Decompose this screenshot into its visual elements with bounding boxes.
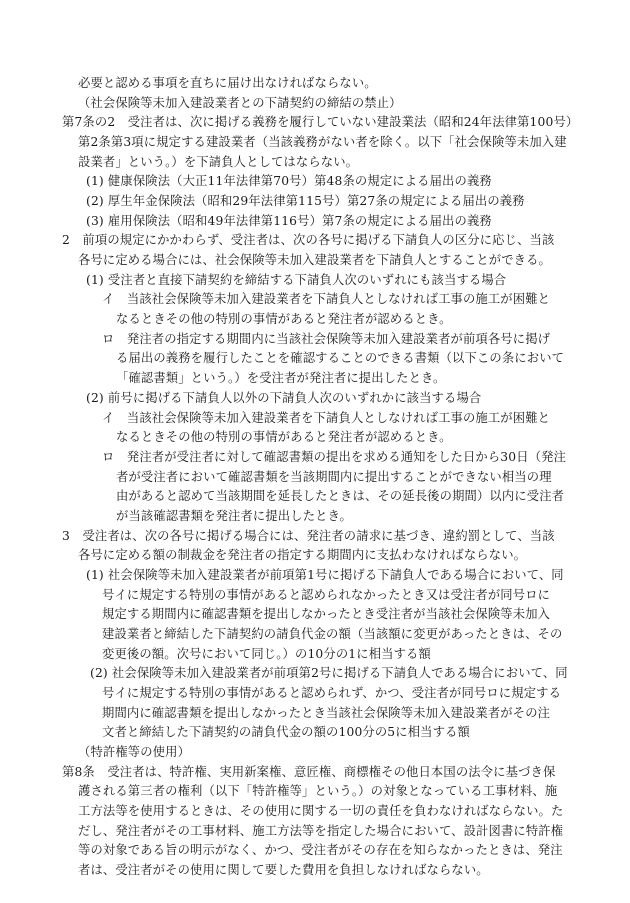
sub-item-i: イ 当該社会保険等未加入建設業者を下請負人としなければ工事の施工が困難と bbox=[102, 410, 551, 425]
sub-item-ro-cont: 由があると認めて当該期間を延長したときは、その延長後の期間）以内に受注者 bbox=[116, 489, 565, 504]
list-item-cont: 規定する期間内に確認書類を提出しなかったとき受注者が当該社会保険等未加入 bbox=[102, 607, 551, 622]
paragraph-3-line: 3 受注者は、次の各号に掲げる場合には、発注者の請求に基づき、違約罰として、当該 bbox=[62, 528, 555, 543]
article-8-line: 者は、受注者がその使用に関して要した費用を負担しなければならない。 bbox=[78, 863, 489, 877]
sub-item-ro-cont: る届出の義務を履行したことを確認することのできる書類（以下この条において bbox=[116, 351, 565, 366]
text-line: 必要と認める事項を直ちに届け出なければならない。 bbox=[78, 76, 377, 90]
list-item-cont: 建設業者と締結した下請契約の請負代金の額（当該額に変更があったときは、その bbox=[102, 626, 563, 641]
sub-item-ro-cont: 者が受注者において確認書類を当該期間内に提出することができない相当の理 bbox=[116, 469, 552, 484]
sub-item-i-cont: なるときその他の特別の事情があると発注者が認めるとき。 bbox=[116, 430, 452, 445]
list-item: (1) 社会保険等未加入建設業者が前項第1号に掲げる下請負人である場合において、同 bbox=[86, 567, 564, 582]
list-item: (2) 厚生年金保険法（昭和29年法律第115号）第27条の規定による届出の義務 bbox=[86, 194, 525, 209]
list-item-cont: 号イに規定する特別の事情があると認められなかったとき又は受注者が同号ロに bbox=[102, 587, 551, 602]
paragraph-2-line: 各号に定める場合には、社会保険等未加入建設業者を下請負人とすることができる。 bbox=[78, 253, 551, 268]
paragraph-2-line: 2 前項の規定にかかわらず、受注者は、次の各号に掲げる下請負人の区分に応じ、当該 bbox=[62, 233, 555, 248]
sub-item-i-cont: なるときその他の特別の事情があると発注者が認めるとき。 bbox=[116, 312, 452, 327]
sub-item-ro-cont: 「確認書類」という。）を受注者が発注者に提出したとき。 bbox=[116, 371, 446, 386]
list-item-cont: 期間内に確認書類を提出しなかったとき当該社会保険等未加入建設業者がその注 bbox=[102, 705, 551, 720]
article-8-line: 等の対象である旨の明示がなく、かつ、受注者がその存在を知らなかったときは、発注 bbox=[78, 843, 563, 858]
list-item: (3) 雇用保険法（昭和49年法律第116号）第7条の規定による届出の義務 bbox=[86, 213, 492, 228]
article-8-line: 第8条 受注者は、特許権、実用新案権、意匠権、商標権その他日本国の法令に基づき保 bbox=[62, 764, 556, 779]
list-item-cont: 号イに規定する特別の事情があると認められず、かつ、受注者が同号ロに規定する bbox=[102, 685, 562, 700]
article-7-2-line: 設業者」という。）を下請負人としてはならない。 bbox=[78, 154, 359, 169]
list-item: (2) 社会保険等未加入建設業者が前項第2号に掲げる下請負人である場合において、同 bbox=[90, 666, 568, 681]
list-item: (1) 健康保険法（大正11年法律第70号）第48条の規定による届出の義務 bbox=[86, 174, 492, 189]
article-7-2-line: 第2条第3項に規定する建設業者（当該義務がない者を除く。以下「社会保険等未加入建 bbox=[78, 135, 567, 149]
section-heading-article-7-2: （社会保険等未加入建設業者との下請契約の締結の禁止） bbox=[78, 95, 402, 110]
sub-item-ro-cont: が当該確認書類を発注者に提出したとき。 bbox=[116, 508, 352, 523]
sub-item-ro: ロ 発注者が受注者に対して確認書類の提出を求める通知をした日から30日（発注 bbox=[102, 449, 567, 464]
list-item: (1) 受注者と直接下請契約を締結する下請負人次のいずれにも該当する場合 bbox=[86, 272, 507, 287]
list-item: (2) 前号に掲げる下請負人以外の下請負人次のいずれかに該当する場合 bbox=[86, 390, 482, 405]
article-8-line: 工方法等を使用するときは、その使用に関する一切の責任を負わなければならない。た bbox=[78, 804, 564, 818]
list-item-cont: 変更後の額。次号において同じ。）の10分の1に相当する額 bbox=[102, 646, 431, 661]
paragraph-3-line: 各号に定める額の制裁金を発注者の指定する期間内に支払わなければならない。 bbox=[78, 548, 527, 563]
sub-item-ro: ロ 発注者の指定する期間内に当該社会保険等未加入建設業者が前項各号に掲げ bbox=[102, 331, 551, 346]
article-7-2-line: 第7条の2 受注者は、次に掲げる義務を履行していない建設業法（昭和24年法律第100号） bbox=[62, 115, 579, 130]
list-item-cont: 文者と締結した下請契約の請負代金の額の100分の5に相当する額 bbox=[102, 725, 470, 740]
sub-item-i: イ 当該社会保険等未加入建設業者を下請負人としなければ工事の施工が困難と bbox=[102, 292, 551, 307]
section-heading-article-8: （特許権等の使用） bbox=[78, 745, 191, 759]
article-8-line: 護される第三者の権利（以下「特許権等」という。）の対象となっている工事材料、施 bbox=[78, 784, 558, 799]
article-8-line: だし、発注者がその工事材料、施工方法等を指定した場合において、設計図書に特許権 bbox=[78, 823, 564, 838]
